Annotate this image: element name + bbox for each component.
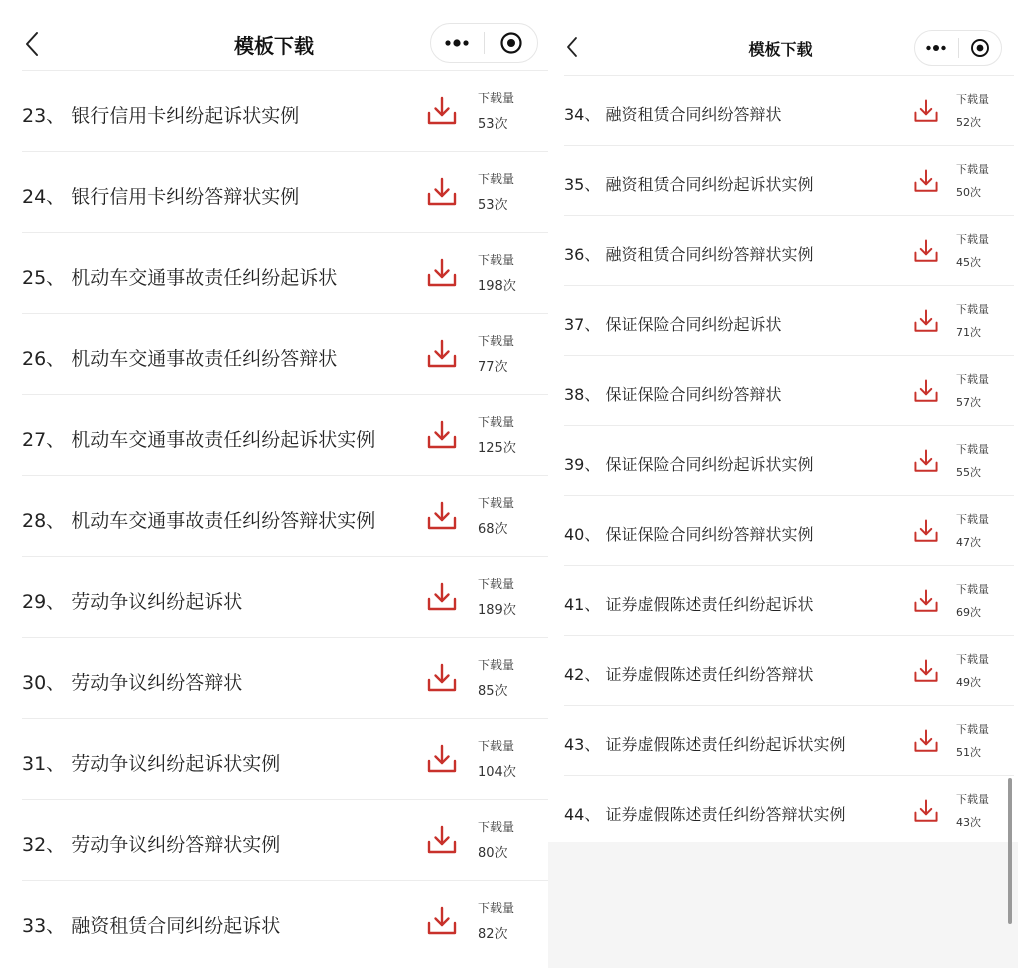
list-item[interactable] <box>564 425 1014 495</box>
download-count: 53次 <box>478 117 508 132</box>
download-count: 85次 <box>478 684 508 699</box>
list-item[interactable] <box>564 75 1014 145</box>
download-count-label: 下载量 <box>478 496 515 510</box>
download-count-label: 下载量 <box>478 415 515 429</box>
download-count-label: 下载量 <box>956 443 989 456</box>
list-item[interactable] <box>22 394 548 475</box>
more-dots-icon <box>444 38 470 48</box>
download-icon[interactable] <box>913 658 939 684</box>
download-count-label: 下载量 <box>478 253 515 267</box>
download-icon[interactable] <box>426 95 458 127</box>
template-title: 44、 证券虚假陈述责任纠纷答辩状实例 <box>564 805 846 824</box>
mini-program-capsule <box>430 23 538 63</box>
download-count: 43次 <box>956 816 981 829</box>
template-title: 29、 劳动争议纠纷起诉状 <box>22 591 243 613</box>
page-title: 模板下载 <box>748 40 813 59</box>
download-count: 69次 <box>956 606 981 619</box>
list-item[interactable] <box>564 145 1014 215</box>
download-icon[interactable] <box>913 238 939 264</box>
target-circle-icon <box>970 38 990 58</box>
right-screen <box>548 0 1018 968</box>
download-count: 45次 <box>956 256 981 269</box>
close-program-button[interactable] <box>485 24 538 62</box>
download-icon[interactable] <box>913 588 939 614</box>
download-count: 55次 <box>956 466 981 479</box>
list-item[interactable] <box>564 285 1014 355</box>
download-count: 52次 <box>956 116 981 129</box>
list-item[interactable] <box>22 232 548 313</box>
page-title: 模板下载 <box>234 34 314 58</box>
download-count: 82次 <box>478 927 508 942</box>
download-icon[interactable] <box>426 257 458 289</box>
download-count-label: 下载量 <box>956 653 989 666</box>
template-title: 40、 保证保险合同纠纷答辩状实例 <box>564 525 814 544</box>
download-count-label: 下载量 <box>478 334 515 348</box>
list-item[interactable] <box>564 565 1014 635</box>
template-list <box>564 75 1014 845</box>
download-icon[interactable] <box>913 98 939 124</box>
template-title: 27、 机动车交通事故责任纠纷起诉状实例 <box>22 429 376 451</box>
download-count-label: 下载量 <box>956 93 989 106</box>
list-item[interactable] <box>22 475 548 556</box>
download-count: 125次 <box>478 441 516 456</box>
more-dots-icon <box>925 44 947 52</box>
template-title: 35、 融资租赁合同纠纷起诉状实例 <box>564 175 814 194</box>
download-icon[interactable] <box>426 743 458 775</box>
download-icon[interactable] <box>913 308 939 334</box>
download-count-label: 下载量 <box>478 901 515 915</box>
download-icon[interactable] <box>426 500 458 532</box>
template-title: 31、 劳动争议纠纷起诉状实例 <box>22 753 281 775</box>
template-title: 24、 银行信用卡纠纷答辩状实例 <box>22 186 300 208</box>
download-count-label: 下载量 <box>478 820 515 834</box>
template-title: 42、 证券虚假陈述责任纠纷答辩状 <box>564 665 814 684</box>
download-icon[interactable] <box>913 378 939 404</box>
download-count: 68次 <box>478 522 508 537</box>
mini-program-capsule <box>914 30 1002 66</box>
download-icon[interactable] <box>426 581 458 613</box>
list-item[interactable] <box>22 718 548 799</box>
list-item[interactable] <box>564 355 1014 425</box>
download-icon[interactable] <box>426 905 458 937</box>
template-title: 28、 机动车交通事故责任纠纷答辩状实例 <box>22 510 376 532</box>
template-title: 43、 证券虚假陈述责任纠纷起诉状实例 <box>564 735 846 754</box>
template-title: 32、 劳动争议纠纷答辩状实例 <box>22 834 281 856</box>
list-item[interactable] <box>22 637 548 718</box>
download-icon[interactable] <box>426 419 458 451</box>
download-count: 71次 <box>956 326 981 339</box>
download-icon[interactable] <box>426 176 458 208</box>
list-item[interactable] <box>564 705 1014 775</box>
more-button[interactable] <box>915 31 958 65</box>
download-count: 57次 <box>956 396 981 409</box>
download-count-label: 下载量 <box>956 583 989 596</box>
download-count: 50次 <box>956 186 981 199</box>
download-count-label: 下载量 <box>478 172 515 186</box>
download-count-label: 下载量 <box>956 373 989 386</box>
download-count: 77次 <box>478 360 508 375</box>
download-icon[interactable] <box>913 168 939 194</box>
download-count-label: 下载量 <box>478 658 515 672</box>
template-title: 38、 保证保险合同纠纷答辩状 <box>564 385 782 404</box>
close-program-button[interactable] <box>959 31 1002 65</box>
download-count-label: 下载量 <box>478 739 515 753</box>
download-icon[interactable] <box>913 798 939 824</box>
download-count-label: 下载量 <box>478 577 515 591</box>
template-title: 23、 银行信用卡纠纷起诉状实例 <box>22 105 300 127</box>
download-count: 51次 <box>956 746 981 759</box>
download-count: 104次 <box>478 765 516 780</box>
list-item[interactable] <box>564 635 1014 705</box>
download-count: 198次 <box>478 279 516 294</box>
template-title: 30、 劳动争议纠纷答辩状 <box>22 672 243 694</box>
download-count-label: 下载量 <box>956 163 989 176</box>
download-count: 189次 <box>478 603 516 618</box>
template-title: 33、 融资租赁合同纠纷起诉状 <box>22 915 281 937</box>
download-count-label: 下载量 <box>956 513 989 526</box>
download-icon[interactable] <box>913 728 939 754</box>
template-list <box>22 70 548 961</box>
download-icon[interactable] <box>913 518 939 544</box>
download-icon[interactable] <box>426 824 458 856</box>
download-icon[interactable] <box>426 662 458 694</box>
list-item[interactable] <box>564 495 1014 565</box>
download-count: 53次 <box>478 198 508 213</box>
download-count-label: 下载量 <box>956 303 989 316</box>
list-item[interactable] <box>22 70 548 151</box>
download-count: 80次 <box>478 846 508 861</box>
template-title: 34、 融资租赁合同纠纷答辩状 <box>564 105 782 124</box>
list-item[interactable] <box>22 880 548 961</box>
download-count-label: 下载量 <box>956 793 989 806</box>
template-title: 26、 机动车交通事故责任纠纷答辩状 <box>22 348 338 370</box>
list-item[interactable] <box>22 799 548 880</box>
list-item[interactable] <box>22 556 548 637</box>
template-title: 36、 融资租赁合同纠纷答辩状实例 <box>564 245 814 264</box>
download-icon[interactable] <box>426 338 458 370</box>
download-count: 49次 <box>956 676 981 689</box>
target-circle-icon <box>499 31 523 55</box>
nav-bar <box>548 0 1018 75</box>
template-title: 37、 保证保险合同纠纷起诉状 <box>564 315 782 334</box>
download-count-label: 下载量 <box>956 233 989 246</box>
template-title: 41、 证券虚假陈述责任纠纷起诉状 <box>564 595 814 614</box>
scrollbar[interactable] <box>1008 778 1012 924</box>
template-title: 25、 机动车交通事故责任纠纷起诉状 <box>22 267 338 289</box>
list-item[interactable] <box>22 313 548 394</box>
download-count-label: 下载量 <box>478 91 515 105</box>
list-item[interactable] <box>564 775 1014 845</box>
list-item[interactable] <box>22 151 548 232</box>
download-icon[interactable] <box>913 448 939 474</box>
download-count-label: 下载量 <box>956 723 989 736</box>
more-button[interactable] <box>431 24 484 62</box>
nav-bar <box>0 0 548 70</box>
download-count: 47次 <box>956 536 981 549</box>
list-item[interactable] <box>564 215 1014 285</box>
template-title: 39、 保证保险合同纠纷起诉状实例 <box>564 455 814 474</box>
empty-area <box>548 842 1018 968</box>
